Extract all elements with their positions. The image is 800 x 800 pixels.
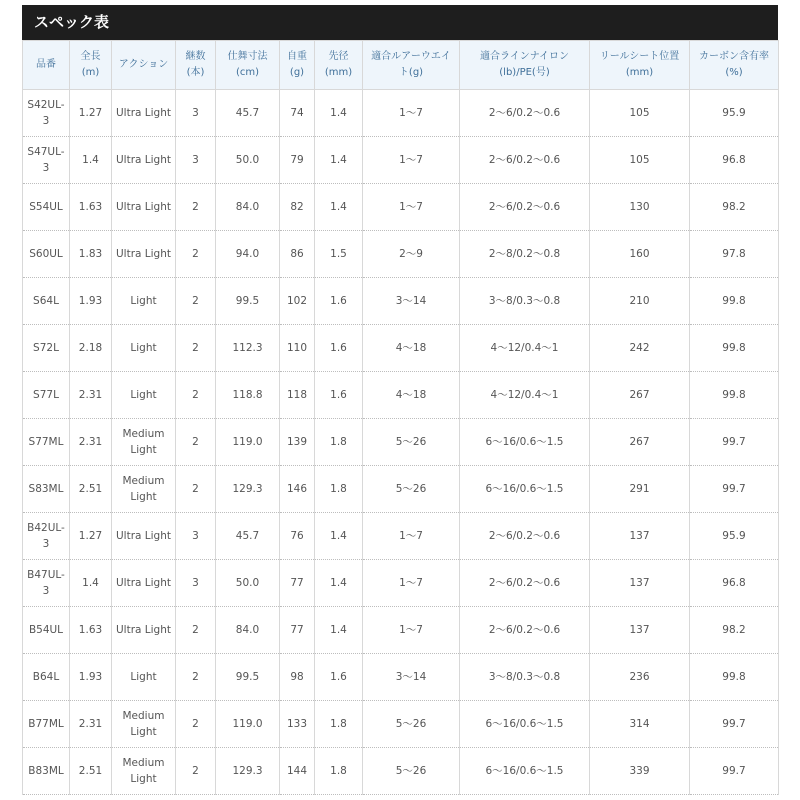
cell-closed-length: 119.0 [216, 419, 280, 466]
column-header-label: 全長 [80, 51, 101, 62]
table-row [23, 654, 779, 701]
cell-total-length: 1.27 [70, 513, 112, 560]
cell-carbon-content: 96.8 [690, 137, 779, 184]
cell-carbon-content: 99.8 [690, 325, 779, 372]
cell-tip-diameter: 1.8 [315, 419, 363, 466]
cell-pieces: 2 [176, 607, 216, 654]
cell-reel-seat-position: 339 [590, 748, 690, 795]
cell-line-rating: 2～6/0.2～0.6 [460, 90, 590, 137]
cell-lure-weight: 1～7 [363, 607, 460, 654]
column-header-label: 自重 [287, 51, 307, 62]
cell-tip-diameter: 1.6 [315, 372, 363, 419]
column-header-total-length [70, 41, 112, 90]
spec-table-title: スペック表 [22, 5, 778, 40]
cell-closed-length: 99.5 [216, 278, 280, 325]
cell-reel-seat-position: 236 [590, 654, 690, 701]
cell-tip-diameter: 1.4 [315, 513, 363, 560]
cell-total-length: 1.4 [70, 137, 112, 184]
table-row [23, 701, 779, 748]
column-header-label: 品番 [36, 59, 56, 70]
cell-total-length: 2.31 [70, 372, 112, 419]
cell-reel-seat-position: 130 [590, 184, 690, 231]
cell-total-length: 1.63 [70, 607, 112, 654]
cell-closed-length: 45.7 [216, 513, 280, 560]
cell-tip-diameter: 1.4 [315, 607, 363, 654]
column-header-unit: (mm) [625, 67, 654, 78]
cell-action: Ultra Light [112, 607, 176, 654]
cell-total-length: 2.31 [70, 419, 112, 466]
cell-model-number: B47UL-3 [23, 560, 70, 607]
cell-model-number: S77ML [23, 419, 70, 466]
cell-line-rating: 2～6/0.2～0.6 [460, 560, 590, 607]
cell-reel-seat-position: 137 [590, 607, 690, 654]
cell-weight: 77 [280, 607, 315, 654]
cell-closed-length: 50.0 [216, 560, 280, 607]
cell-closed-length: 45.7 [216, 90, 280, 137]
cell-line-rating: 2～8/0.2～0.8 [460, 231, 590, 278]
cell-lure-weight: 5～26 [363, 748, 460, 795]
cell-weight: 76 [280, 513, 315, 560]
cell-model-number: S54UL [23, 184, 70, 231]
cell-weight: 86 [280, 231, 315, 278]
cell-total-length: 2.31 [70, 701, 112, 748]
cell-pieces: 2 [176, 701, 216, 748]
table-row [23, 184, 779, 231]
cell-model-number: S47UL-3 [23, 137, 70, 184]
column-header-unit: ト(g) [398, 67, 424, 78]
cell-carbon-content: 99.8 [690, 372, 779, 419]
cell-lure-weight: 5～26 [363, 466, 460, 513]
cell-weight: 82 [280, 184, 315, 231]
cell-action: Ultra Light [112, 90, 176, 137]
cell-weight: 74 [280, 90, 315, 137]
cell-closed-length: 129.3 [216, 466, 280, 513]
cell-reel-seat-position: 267 [590, 419, 690, 466]
cell-closed-length: 118.8 [216, 372, 280, 419]
cell-pieces: 2 [176, 466, 216, 513]
cell-total-length: 1.93 [70, 278, 112, 325]
cell-action: Medium Light [112, 419, 176, 466]
cell-reel-seat-position: 291 [590, 466, 690, 513]
column-header-label: 適合ルアーウエイ [371, 51, 451, 62]
cell-model-number: S42UL-3 [23, 90, 70, 137]
cell-pieces: 2 [176, 231, 216, 278]
cell-model-number: B77ML [23, 701, 70, 748]
cell-weight: 77 [280, 560, 315, 607]
cell-total-length: 2.51 [70, 748, 112, 795]
column-header-unit: (%) [725, 67, 743, 78]
cell-tip-diameter: 1.4 [315, 184, 363, 231]
cell-pieces: 2 [176, 419, 216, 466]
cell-line-rating: 2～6/0.2～0.6 [460, 184, 590, 231]
cell-carbon-content: 95.9 [690, 513, 779, 560]
cell-action: Light [112, 325, 176, 372]
cell-tip-diameter: 1.4 [315, 90, 363, 137]
cell-pieces: 3 [176, 90, 216, 137]
column-header-lure-weight [363, 41, 460, 90]
cell-tip-diameter: 1.8 [315, 466, 363, 513]
cell-lure-weight: 1～7 [363, 513, 460, 560]
cell-line-rating: 2～6/0.2～0.6 [460, 137, 590, 184]
table-row [23, 372, 779, 419]
cell-line-rating: 6～16/0.6～1.5 [460, 748, 590, 795]
cell-tip-diameter: 1.8 [315, 748, 363, 795]
cell-line-rating: 6～16/0.6～1.5 [460, 466, 590, 513]
cell-action: Medium Light [112, 748, 176, 795]
cell-pieces: 2 [176, 278, 216, 325]
cell-weight: 139 [280, 419, 315, 466]
cell-weight: 118 [280, 372, 315, 419]
cell-closed-length: 99.5 [216, 654, 280, 701]
cell-model-number: S72L [23, 325, 70, 372]
table-row [23, 278, 779, 325]
cell-action: Light [112, 372, 176, 419]
cell-total-length: 1.63 [70, 184, 112, 231]
column-header-unit: (lb)/PE(号) [499, 67, 550, 78]
cell-action: Ultra Light [112, 513, 176, 560]
cell-reel-seat-position: 137 [590, 513, 690, 560]
cell-reel-seat-position: 314 [590, 701, 690, 748]
cell-weight: 144 [280, 748, 315, 795]
cell-action: Ultra Light [112, 184, 176, 231]
cell-model-number: S77L [23, 372, 70, 419]
cell-reel-seat-position: 267 [590, 372, 690, 419]
cell-weight: 146 [280, 466, 315, 513]
cell-pieces: 2 [176, 184, 216, 231]
cell-carbon-content: 97.8 [690, 231, 779, 278]
column-header-label: アクション [118, 59, 169, 70]
cell-line-rating: 6～16/0.6～1.5 [460, 419, 590, 466]
cell-closed-length: 84.0 [216, 184, 280, 231]
cell-lure-weight: 1～7 [363, 184, 460, 231]
cell-lure-weight: 1～7 [363, 90, 460, 137]
table-row [23, 513, 779, 560]
cell-action: Medium Light [112, 701, 176, 748]
cell-line-rating: 2～6/0.2～0.6 [460, 607, 590, 654]
cell-weight: 133 [280, 701, 315, 748]
column-header-label: 継数 [185, 51, 206, 62]
cell-lure-weight: 5～26 [363, 701, 460, 748]
cell-reel-seat-position: 160 [590, 231, 690, 278]
cell-lure-weight: 3～14 [363, 654, 460, 701]
cell-model-number: B83ML [23, 748, 70, 795]
cell-carbon-content: 99.7 [690, 748, 779, 795]
cell-tip-diameter: 1.5 [315, 231, 363, 278]
cell-closed-length: 50.0 [216, 137, 280, 184]
cell-reel-seat-position: 210 [590, 278, 690, 325]
column-header-pieces [176, 41, 216, 90]
cell-model-number: B54UL [23, 607, 70, 654]
column-header-label: 仕舞寸法 [227, 51, 268, 62]
column-header-unit: (mm) [324, 67, 353, 78]
cell-line-rating: 3～8/0.3～0.8 [460, 278, 590, 325]
column-header-reel-seat-position [590, 41, 690, 90]
cell-action: Light [112, 278, 176, 325]
cell-line-rating: 6～16/0.6～1.5 [460, 701, 590, 748]
cell-carbon-content: 99.7 [690, 466, 779, 513]
table-row [23, 231, 779, 278]
column-header-weight [280, 41, 315, 90]
cell-action: Light [112, 654, 176, 701]
cell-carbon-content: 99.8 [690, 278, 779, 325]
cell-pieces: 2 [176, 748, 216, 795]
cell-carbon-content: 99.8 [690, 654, 779, 701]
cell-lure-weight: 2～9 [363, 231, 460, 278]
cell-lure-weight: 1～7 [363, 137, 460, 184]
cell-lure-weight: 4～18 [363, 372, 460, 419]
table-row [23, 607, 779, 654]
cell-total-length: 1.27 [70, 90, 112, 137]
column-header-unit: (m) [81, 67, 100, 78]
table-row [23, 466, 779, 513]
cell-total-length: 2.18 [70, 325, 112, 372]
column-header-label: 先径 [328, 51, 349, 62]
spec-table [22, 40, 779, 795]
table-row [23, 560, 779, 607]
cell-tip-diameter: 1.4 [315, 137, 363, 184]
cell-carbon-content: 98.2 [690, 607, 779, 654]
cell-model-number: S60UL [23, 231, 70, 278]
table-row [23, 748, 779, 795]
cell-carbon-content: 95.9 [690, 90, 779, 137]
cell-reel-seat-position: 105 [590, 90, 690, 137]
column-header-model-number [23, 41, 70, 90]
cell-line-rating: 4～12/0.4～1 [460, 325, 590, 372]
table-row [23, 419, 779, 466]
cell-lure-weight: 1～7 [363, 560, 460, 607]
table-row [23, 90, 779, 137]
cell-weight: 98 [280, 654, 315, 701]
cell-line-rating: 3～8/0.3～0.8 [460, 654, 590, 701]
column-header-label: カーボン含有率 [699, 51, 769, 62]
cell-tip-diameter: 1.4 [315, 560, 363, 607]
cell-reel-seat-position: 105 [590, 137, 690, 184]
cell-model-number: S83ML [23, 466, 70, 513]
cell-closed-length: 94.0 [216, 231, 280, 278]
column-header-closed-length [216, 41, 280, 90]
cell-closed-length: 112.3 [216, 325, 280, 372]
cell-carbon-content: 99.7 [690, 419, 779, 466]
column-header-unit: (cm) [235, 67, 260, 78]
column-header-action [112, 41, 176, 90]
column-header-label: 適合ラインナイロン [480, 51, 569, 62]
cell-closed-length: 129.3 [216, 748, 280, 795]
cell-lure-weight: 4～18 [363, 325, 460, 372]
cell-lure-weight: 3～14 [363, 278, 460, 325]
cell-closed-length: 84.0 [216, 607, 280, 654]
cell-weight: 110 [280, 325, 315, 372]
cell-pieces: 3 [176, 513, 216, 560]
cell-model-number: B42UL-3 [23, 513, 70, 560]
cell-total-length: 1.83 [70, 231, 112, 278]
cell-total-length: 2.51 [70, 466, 112, 513]
column-header-unit: (g) [289, 67, 305, 78]
column-header-label: リールシート位置 [599, 51, 680, 62]
cell-line-rating: 4～12/0.4～1 [460, 372, 590, 419]
cell-tip-diameter: 1.8 [315, 701, 363, 748]
cell-model-number: B64L [23, 654, 70, 701]
cell-closed-length: 119.0 [216, 701, 280, 748]
column-header-unit: (本) [186, 67, 205, 78]
cell-pieces: 3 [176, 137, 216, 184]
table-row [23, 325, 779, 372]
cell-weight: 102 [280, 278, 315, 325]
column-header-tip-diameter [315, 41, 363, 90]
cell-action: Medium Light [112, 466, 176, 513]
cell-tip-diameter: 1.6 [315, 278, 363, 325]
cell-carbon-content: 98.2 [690, 184, 779, 231]
cell-reel-seat-position: 242 [590, 325, 690, 372]
cell-reel-seat-position: 137 [590, 560, 690, 607]
table-row [23, 137, 779, 184]
cell-pieces: 3 [176, 560, 216, 607]
cell-pieces: 2 [176, 325, 216, 372]
cell-total-length: 1.93 [70, 654, 112, 701]
cell-line-rating: 2～6/0.2～0.6 [460, 513, 590, 560]
cell-lure-weight: 5～26 [363, 419, 460, 466]
cell-carbon-content: 96.8 [690, 560, 779, 607]
table-header-row [23, 41, 779, 90]
cell-weight: 79 [280, 137, 315, 184]
cell-model-number: S64L [23, 278, 70, 325]
cell-tip-diameter: 1.6 [315, 654, 363, 701]
cell-action: Ultra Light [112, 560, 176, 607]
cell-action: Ultra Light [112, 137, 176, 184]
cell-action: Ultra Light [112, 231, 176, 278]
cell-tip-diameter: 1.6 [315, 325, 363, 372]
cell-total-length: 1.4 [70, 560, 112, 607]
cell-pieces: 2 [176, 372, 216, 419]
cell-pieces: 2 [176, 654, 216, 701]
column-header-carbon-content [690, 41, 779, 90]
column-header-line-rating [460, 41, 590, 90]
cell-carbon-content: 99.7 [690, 701, 779, 748]
